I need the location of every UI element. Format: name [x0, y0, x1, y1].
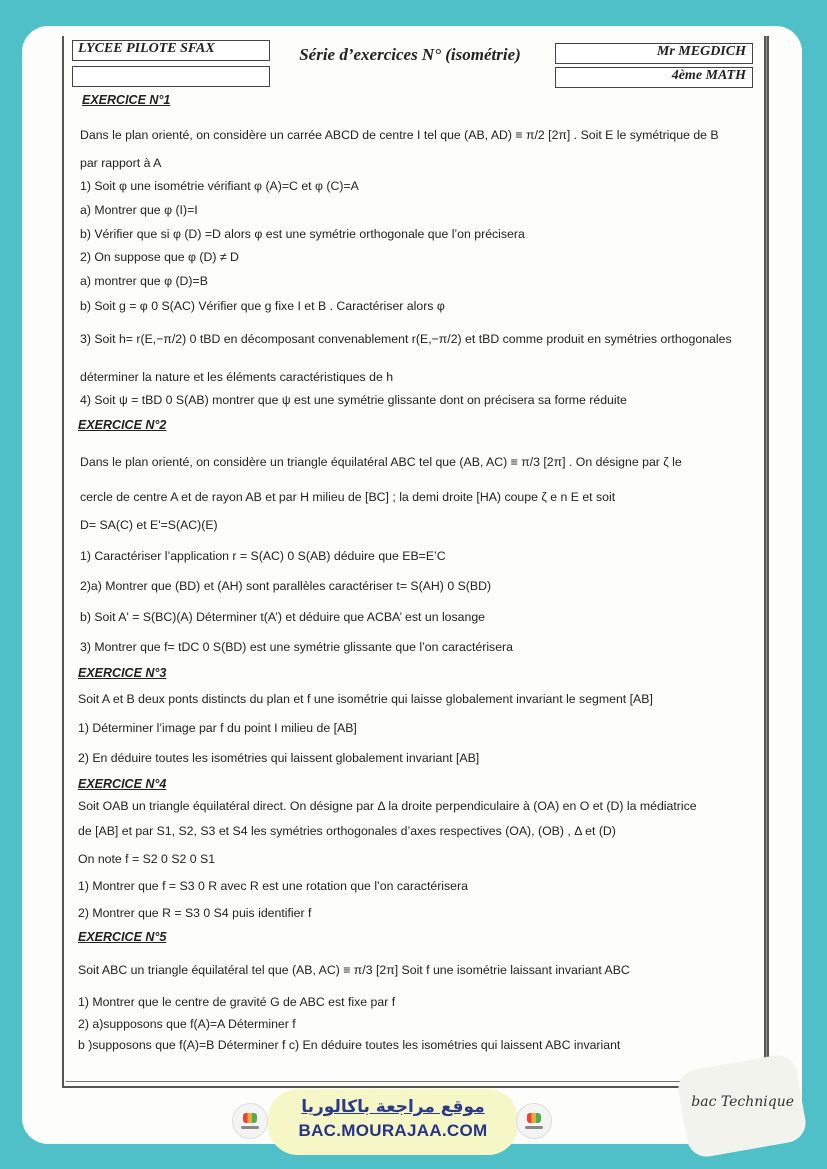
exercise-line: 1) Soit φ une isométrie vérifiant φ (A)=C et φ (C)=A — [80, 179, 359, 193]
site-name-arabic: موقع مراجعة باكالوريا — [301, 1097, 485, 1117]
exercise-4-title: EXERCICE N°4 — [78, 777, 167, 791]
exercise-line: Soit A et B deux ponts distincts du plan et f une isométrie qui laisse globalement invariant le segment [AB] — [78, 692, 653, 706]
exercise-line: 2) Montrer que R = S3 0 S4 puis identifier f — [78, 906, 312, 920]
exercise-5-title: EXERCICE N°5 — [78, 930, 167, 944]
document-title: Série d’exercices N° (isométrie) — [299, 45, 521, 64]
exercise-line: b) Soit A' = S(BC)(A) Déterminer t(A’) et déduire que ACBA’ est un losange — [80, 610, 486, 624]
site-banner[interactable] — [268, 1089, 518, 1155]
exercise-line: 2) a)supposons que f(A)=A Déterminer f — [78, 1017, 296, 1031]
exercise-line: 1) Caractériser l’application r = S(AC) 0 S(AB) déduire que EB=E’C — [80, 549, 446, 563]
exercise-line: 2) On suppose que φ (D) ≠ D — [80, 250, 239, 264]
exercise-1-title: EXERCICE N°1 — [82, 93, 171, 107]
exercise-line: 2)a) Montrer que (BD) et (AH) sont parallèles caractériser t= S(AH) 0 S(BD) — [80, 579, 492, 593]
exercise-line: b) Soit g = φ 0 S(AC) Vérifier que g fixe I et B . Caractériser alors φ — [80, 299, 445, 313]
exercise-2-title: EXERCICE N°2 — [78, 418, 167, 432]
exercise-line: 1) Déterminer l’image par f du point I milieu de [AB] — [78, 721, 357, 735]
exercise-line: 1) Montrer que le centre de gravité G de ABC est fixe par f — [78, 995, 396, 1009]
exercise-line: a) Montrer que φ (I)=I — [80, 203, 198, 217]
exercise-line: b) Vérifier que si φ (D) =D alors φ est une symétrie orthogonale que l’on précisera — [80, 227, 525, 241]
school-name: LYCEE PILOTE SFAX — [78, 41, 215, 56]
site-url-link[interactable]: BAC.MOURAJAA.COM — [298, 1121, 488, 1140]
exercise-line: 4) Soit ψ = tBD 0 S(AB) montrer que ψ est une symétrie glissante dont on précisera sa forme réduite — [80, 393, 627, 407]
class-name: 4ème MATH — [671, 68, 746, 83]
school-box — [72, 40, 270, 61]
exercise-line: On note f = S2 0 S2 0 S1 — [78, 852, 216, 866]
exercise-line: a) montrer que φ (D)=B — [80, 274, 208, 288]
class-box — [555, 67, 753, 88]
exercise-line: D= SA(C) et E'=S(AC)(E) — [80, 518, 218, 532]
exercise-line: Dans le plan orienté, on considère un triangle équilatéral ABC tel que (AB, AC) ≡ π/3 [2π] . On désigne par ζ le — [80, 455, 682, 469]
exercise-line: 3) Soit h= r(E,−π/2) 0 tBD en décomposant convenablement r(E,−π/2) et tBD comme produit en symétries orthogonales — [80, 332, 732, 346]
stamp-text: bac Technique — [691, 1093, 795, 1110]
exercise-line: de [AB] et par S1, S2, S3 et S4 les symétries orthogonales d’axes respectives (OA), (OB) , Δ et (D) — [78, 824, 616, 838]
school-box-blank — [72, 66, 270, 87]
exercise-line: par rapport à A — [80, 156, 162, 170]
site-logo-right-icon — [516, 1103, 552, 1139]
exercise-line: Soit OAB un triangle équilatéral direct. On désigne par Δ la droite perpendiculaire à (OA) en O et (D) la médiatrice — [78, 799, 697, 813]
exercise-3-title: EXERCICE N°3 — [78, 666, 167, 680]
teacher-name: Mr MEGDICH — [656, 44, 746, 59]
exercise-line: Dans le plan orienté, on considère un carrée ABCD de centre I tel que (AB, AD) ≡ π/2 [2π] . Soit E le symétrique de B — [80, 128, 719, 142]
exercise-line: 3) Montrer que f= tDC 0 S(BD) est une symétrie glissante que l’on caractérisera — [80, 640, 513, 654]
exercise-line: cercle de centre A et de rayon AB et par H milieu de [BC] ; la demi droite [HA) coupe ζ e n E et soit — [80, 490, 616, 504]
exercise-line: b )supposons que f(A)=B Déterminer f c) En déduire toutes les isométries qui laissent ABC invariant — [78, 1038, 621, 1052]
site-logo-left-icon — [232, 1103, 268, 1139]
exercise-line: Soit ABC un triangle équilatéral tel que (AB, AC) ≡ π/3 [2π] Soit f une isométrie laissant invariant ABC — [78, 963, 630, 977]
exercise-line: 1) Montrer que f = S3 0 R avec R est une rotation que l’on caractérisera — [78, 879, 468, 893]
exercise-line: déterminer la nature et les éléments caractéristiques de h — [80, 370, 394, 384]
exercise-line: 2) En déduire toutes les isométries qui laissent globalement invariant [AB] — [78, 751, 480, 765]
teacher-box — [555, 43, 753, 64]
